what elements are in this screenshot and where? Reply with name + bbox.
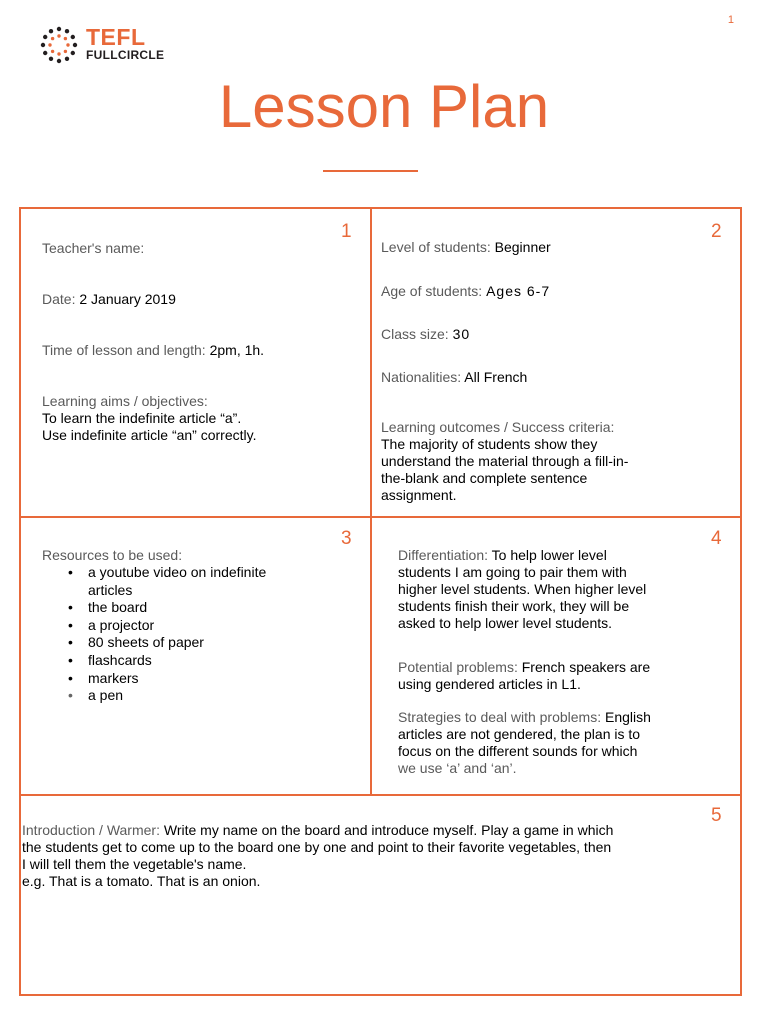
section-box-4 (370, 516, 742, 796)
age-label: Age of students: (381, 283, 483, 299)
introduction-field (22, 822, 722, 890)
section-box-3 (19, 516, 372, 796)
introduction-line: Write my name on the board and introduce myself. Play a game in which (163, 822, 614, 838)
differentiation-line: To help lower level (491, 547, 607, 563)
section-number-4: 4 (711, 528, 722, 549)
differentiation-line: asked to help lower level students. (398, 615, 613, 631)
resources-label: Resources to be used: (42, 547, 183, 563)
section-box-2 (370, 207, 742, 518)
class-size-label: Class size: (381, 326, 449, 342)
page-number: 1 (727, 14, 734, 26)
class-size-field (381, 326, 470, 343)
strategies-line: articles are not gendered, the plan is to (398, 726, 641, 742)
section-number-2: 2 (711, 221, 722, 242)
level-value: Beginner (494, 239, 551, 255)
learning-aims-field (42, 393, 256, 444)
list-item: • markers (68, 670, 266, 688)
strategies-label: Strategies to deal with problems: (398, 709, 602, 725)
introduction-label: Introduction / Warmer: (22, 822, 160, 838)
potential-problems-line: using gendered articles in L1. (398, 676, 581, 692)
introduction-line: the students get to come up to the board one by one and point to their favorite vegetables, then (22, 839, 612, 855)
date-value: 2 January 2019 (79, 291, 176, 307)
title-divider (323, 170, 418, 172)
resources-list (42, 564, 266, 705)
differentiation-label: Differentiation: (398, 547, 489, 563)
differentiation-line: students finish their work, they will be (398, 598, 630, 614)
list-item: • flashcards (68, 652, 266, 670)
differentiation-line: students I am going to pair them with (398, 564, 627, 580)
learning-outcomes-field (381, 419, 628, 504)
section-number-5: 5 (711, 805, 722, 826)
introduction-line: I will tell them the vegetable's name. (22, 856, 247, 872)
list-item: • 80 sheets of paper (68, 634, 266, 652)
date-label: Date: (42, 291, 76, 307)
time-value: 2pm, 1h. (209, 342, 265, 358)
learning-aims-line: Use indefinite article “an” correctly. (42, 427, 257, 443)
learning-aims-label: Learning aims / objectives: (42, 393, 208, 409)
logo-fullcircle-text: FULLCIRCLE (86, 48, 165, 62)
time-label: Time of lesson and length: (42, 342, 206, 358)
section-box-5 (19, 794, 742, 996)
nationalities-label: Nationalities: (381, 369, 462, 385)
list-item: • the board (68, 599, 266, 617)
learning-outcomes-line: understand the material through a fill-in- (381, 453, 629, 469)
class-size-value: 30 (452, 326, 471, 342)
list-item: • a youtube video on indefinite articles (68, 564, 266, 599)
logo-tefl-text: TEFL (86, 24, 146, 50)
learning-aims-line: To learn the indefinite article “a”. (42, 410, 242, 426)
learning-outcomes-label: Learning outcomes / Success criteria: (381, 419, 615, 435)
potential-problems-field (398, 659, 650, 693)
differentiation-line: higher level students. When higher level (398, 581, 647, 597)
differentiation-field (398, 547, 646, 632)
level-field (381, 239, 551, 256)
fullcircle-logo-icon (40, 26, 78, 64)
potential-problems-line: French speakers are (521, 659, 651, 675)
teacher-name-field (42, 240, 144, 257)
learning-outcomes-line: The majority of students show they (381, 436, 598, 452)
time-field (42, 342, 264, 359)
tefl-fullcircle-logo (40, 24, 240, 64)
level-label: Level of students: (381, 239, 491, 255)
strategies-line: focus on the different sounds for which (398, 743, 638, 759)
section-number-1: 1 (341, 221, 352, 242)
nationalities-field (381, 369, 527, 386)
section-number-3: 3 (341, 528, 352, 549)
age-field (381, 283, 550, 300)
learning-outcomes-line: the-blank and complete sentence (381, 470, 588, 486)
strategies-line: we use ‘a’ and ‘an’. (398, 760, 517, 776)
introduction-line: e.g. That is a tomato. That is an onion. (22, 873, 261, 889)
learning-outcomes-line: assignment. (381, 487, 457, 503)
strategies-line: English (605, 709, 651, 725)
page-title: Lesson Plan (218, 73, 550, 140)
teacher-name-label: Teacher's name: (42, 240, 145, 256)
section-box-1 (19, 207, 372, 518)
resources-field (42, 547, 266, 705)
list-item: • a pen (68, 687, 266, 705)
list-item: • a projector (68, 617, 266, 635)
date-field (42, 291, 176, 308)
potential-problems-label: Potential problems: (398, 659, 518, 675)
age-value: Ages 6-7 (486, 283, 551, 299)
strategies-field (398, 709, 651, 777)
nationalities-value: All French (464, 369, 528, 385)
